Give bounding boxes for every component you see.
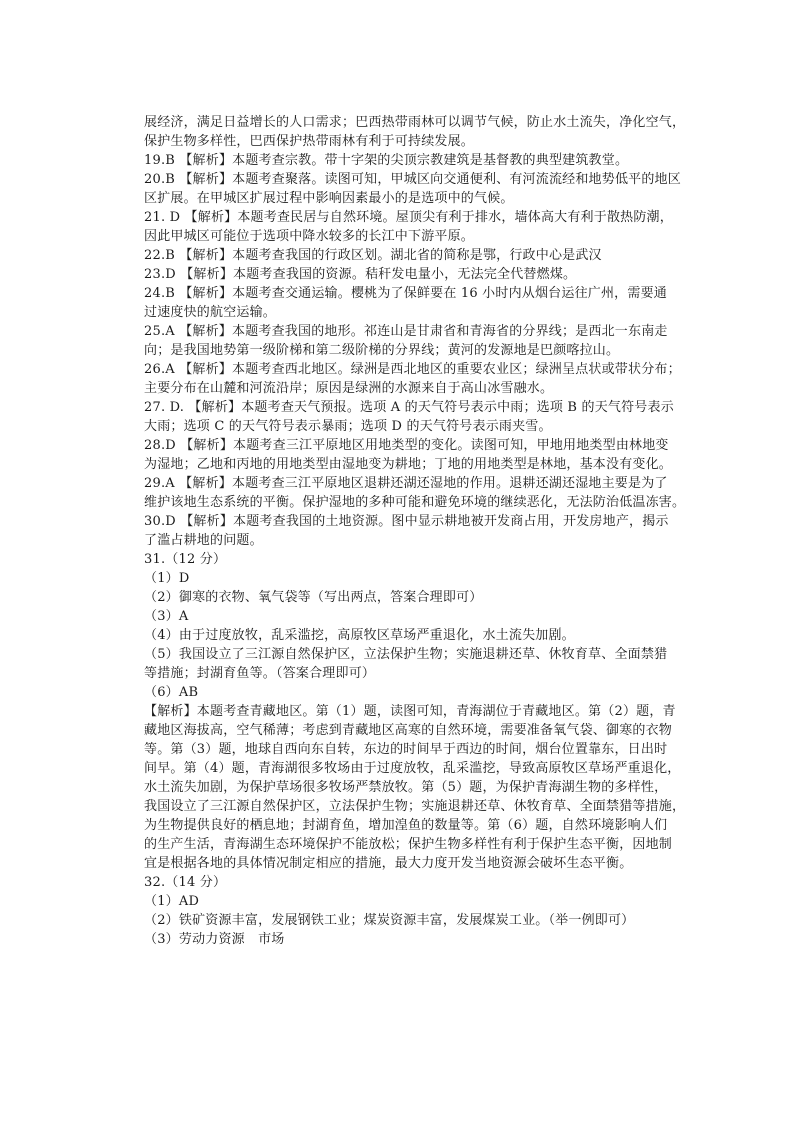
text-line: 藏地区海拔高，空气稀薄；考虑到青藏地区高寒的自然环境，需要准备氧气袋、御寒的衣物 (144, 723, 673, 738)
text-line: 为生物提供良好的栖息地；封湖育鱼，增加湟鱼的数量等。第（6）题，自然环境影响人们 (144, 818, 668, 833)
text-line: 展经济，满足日益增长的人口需求；巴西热带雨林可以调节气候，防止水土流失，净化空气， (144, 115, 686, 130)
text-line: 25.A 【解析】本题考查我国的地形。祁连山是甘肃省和青海省的分界线；是西北一东南走 (144, 324, 668, 339)
text-line: 22.B 【解析】本题考查我国的行政区划。湖北省的简称是鄂，行政中心是武汉 (144, 248, 602, 263)
text-line: 31.（12 分） (144, 552, 227, 567)
text-line: 32.（14 分） (144, 875, 227, 890)
text-line: （4）由于过度放牧，乱采滥挖，高原牧区草场严重退化，水土流失加剧。 (144, 628, 575, 643)
text-line: （5）我国设立了三江源自然保护区，立法保护生物；实施退耕还草、休牧育草、全面禁猎 (144, 647, 668, 662)
text-line: 【解析】本题考查青藏地区。第（1）题，读图可知，青海湖位于青藏地区。第（2）题，青 (144, 704, 676, 719)
text-line: （2）御寒的衣物、氧气袋等（写出两点，答案合理即可） (144, 590, 483, 605)
text-line: 水土流失加剧，为保护草场很多牧场严禁放牧。第（5）题，为保护青海湖生物的多样性， (144, 780, 668, 795)
text-line: 26.A 【解析】本题考查西北地区。绿洲是西北地区的重要农业区；绿洲呈点状或带状分布； (144, 362, 681, 377)
text-line: 我国设立了三江源自然保护区，立法保护生物；实施退耕还草、休牧育草、全面禁猎等措施， (144, 799, 686, 814)
text-line: 29.A 【解析】本题考查三江平原地区退耕还湖还湿地的作用。退耕还湖还湿地主要是为了 (144, 476, 668, 491)
text-line: 宜是根据各地的具体情况制定相应的措施，最大力度开发当地资源会破坏生态平衡。 (144, 856, 633, 871)
text-line: 因此甲城区可能位于选项中降水较多的长江中下游平原。 (144, 229, 475, 244)
text-line: 过速度快的航空运输。 (144, 305, 277, 320)
text-line: 28.D 【解析】本题考查三江平原地区用地类型的变化。读图可知，甲地用地类型由林地变 (144, 438, 669, 453)
text-line: 30.D 【解析】本题考查我国的土地资源。图中显示耕地被开发商占用，开发房地产，揭示 (144, 514, 669, 529)
text-line: 为湿地；乙地和丙地的用地类型由湿地变为耕地；丁地的用地类型是林地，基本没有变化。 (144, 457, 673, 472)
text-line: 的生产生活，青海湖生态环境保护不能放松；保护生物多样性有利于保护生态平衡，因地制 (144, 837, 673, 852)
text-line: 向；是我国地势第一级阶梯和第二级阶梯的分界线；黄河的发源地是巴颜喀拉山。 (144, 343, 620, 358)
text-line: 间早。第（4）题，青海湖很多牧场由于过度放牧，乱采滥挖，导致高原牧区草场严重退化， (144, 761, 681, 776)
text-line: 19.B 【解析】本题考查宗教。带十字架的尖顶宗教建筑是基督教的典型建筑教堂。 (144, 153, 629, 168)
text-line: 24.B 【解析】本题考查交通运输。樱桃为了保鲜要在 16 小时内从烟台运往广州，需要通 (144, 286, 667, 301)
text-line: 了滥占耕地的问题。 (144, 533, 263, 548)
text-line: 等措施；封湖育鱼等。（答案合理即可） (144, 666, 376, 681)
text-line: （2）铁矿资源丰富，发展钢铁工业；煤炭资源丰富，发展煤炭工业。（举一例即可） (144, 913, 635, 928)
text-line: 21. D 【解析】本题考查民居与自然环境。屋顶尖有利于排水，墙体高大有利于散热防潮， (144, 210, 673, 225)
text-line: （1）AD (144, 894, 200, 909)
text-line: 27. D. 【解析】本题考查天气预报。选项 A 的天气符号表示中雨；选项 B 的天气符号表示 (144, 400, 674, 415)
text-line: （3）劳动力资源 市场 (144, 932, 285, 947)
text-line: 维护该地生态系统的平衡。保护湿地的多种可能和避免环境的继续恶化，无法防治低温冻害。 (144, 495, 686, 510)
text-line: （1）D (144, 571, 190, 586)
text-line: （6）AB (144, 685, 199, 700)
text-line: 大雨；选项 C 的天气符号表示暴雨；选项 D 的天气符号表示雨夹雪。 (144, 419, 552, 434)
text-line: 保护生物多样性，巴西保护热带雨林有利于可持续发展。 (144, 134, 475, 149)
text-line: 20.B 【解析】本题考查聚落。读图可知，甲城区向交通便利、有河流流经和地势低平的地区 (144, 172, 681, 187)
text-line: 区扩展。在甲城区扩展过程中影响因素最小的是选项中的气候。 (144, 191, 514, 206)
text-line: 23.D 【解析】本题考查我国的资源。秸秆发电量小，无法完全代替燃煤。 (144, 267, 577, 282)
text-line: 主要分布在山麓和河流沿岸；原因是绿洲的水源来自于高山冰雪融水。 (144, 381, 554, 396)
text-line: 等。第（3）题，地球自西向东自转，东边的时间早于西边的时间，烟台位置靠东，日出时 (144, 742, 668, 757)
text-line: （3）A (144, 609, 189, 624)
